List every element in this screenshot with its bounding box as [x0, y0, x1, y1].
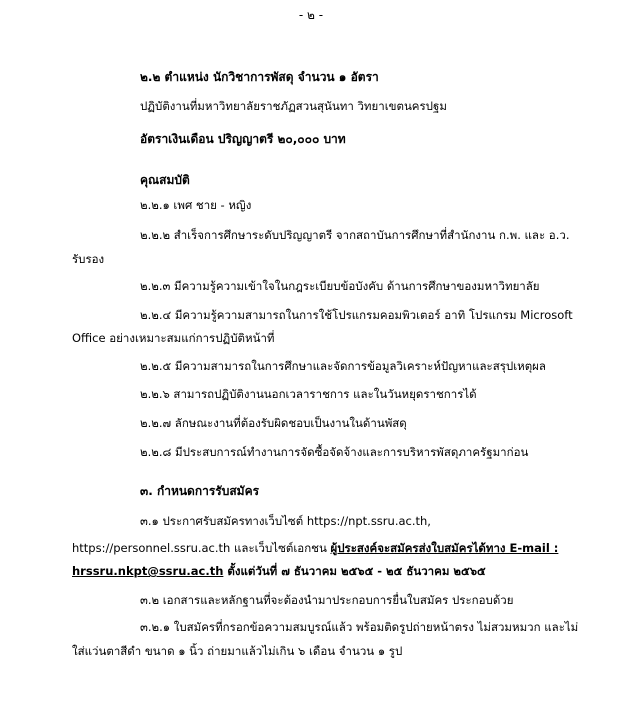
application-dates: ตั้งแต่วันที่ ๗ ธันวาคม ๒๕๖๕ - ๒๕ ธันวาคม ๒๕๖๕ — [223, 564, 486, 578]
qualification-item-continued: Office อย่างเหมาะสมแก่การปฏิบัติหน้าที่ — [72, 331, 275, 345]
workplace-text: ปฏิบัติงานที่มหาวิทยาลัยราชภัฏสวนสุนันทา วิทยาเขตนครปฐม — [140, 99, 447, 113]
qualification-item-continued: รับรอง — [72, 252, 105, 266]
application-email-link[interactable]: hrssru.nkpt@ssru.ac.th — [72, 564, 224, 578]
application-p3-line1: ๓.๒.๑ ใบสมัครที่กรอกข้อความสมบูรณ์แล้ว พร้อมติดรูปถ่ายหน้าตรง ไม่สวมหมวก และไม่ — [140, 620, 579, 634]
application-p1-line1: ๓.๑ ประกาศรับสมัครทางเว็บไซต์ https://npt.ssru.ac.th, — [140, 514, 431, 528]
qualification-item: ๒.๒.๔ มีความรู้ความสามารถในการใช้โปรแกรมคอมพิวเตอร์ อาทิ โปรแกรม Microsoft — [140, 308, 573, 322]
qualification-item: ๒.๒.๖ สามารถปฏิบัติงานนอกเวลาราชการ และในวันหยุดราชการได้ — [140, 387, 477, 401]
application-p3-line2: ใส่แว่นตาสีดำ ขนาด ๑ นิ้ว ถ่ายมาแล้วไม่เกิน ๖ เดือน จำนวน ๑ รูป — [72, 644, 403, 658]
application-p2: ๓.๒ เอกสารและหลักฐานที่จะต้องนำมาประกอบการยื่นใบสมัคร ประกอบด้วย — [140, 593, 514, 607]
qualification-item: ๒.๒.๘ มีประสบการณ์ทำงานการจัดซื้อจัดจ้างและการบริหารพัสดุภาครัฐมาก่อน — [140, 445, 529, 459]
salary-text: อัตราเงินเดือน ปริญญาตรี ๒๐,๐๐๐ บาท — [140, 132, 346, 146]
application-title: ๓. กำหนดการรับสมัคร — [140, 484, 260, 498]
qualification-item: ๒.๒.๗ ลักษณะงานที่ต้องรับผิดชอบเป็นงานในด้านพัสดุ — [140, 416, 407, 430]
page-number: - ๒ - — [298, 8, 324, 22]
qualification-item: ๒.๒.๕ มีความสามารถในการศึกษาและจัดการข้อมูลวิเคราะห์ปัญหาและสรุปเหตุผล — [140, 359, 546, 373]
qualification-item: ๒.๒.๓ มีความรู้ความเข้าใจในกฎระเบียบข้อบังคับ ด้านการศึกษาของมหาวิทยาลัย — [140, 279, 540, 293]
qualification-item: ๒.๒.๒ สำเร็จการศึกษาระดับปริญญาตรี จากสถาบันการศึกษาที่สำนักงาน ก.พ. และ อ.ว. — [140, 228, 570, 242]
application-email-instruction: ผู้ประสงค์จะสมัครส่งใบสมัครได้ทาง E-mail : — [330, 541, 559, 555]
qualification-item: ๒.๒.๑ เพศ ชาย - หญิง — [140, 198, 252, 212]
position-heading: ๒.๒ ตำแหน่ง นักวิชาการพัสดุ จำนวน ๑ อัตรา — [140, 70, 379, 84]
application-p1-line3 — [72, 563, 486, 581]
qualifications-title: คุณสมบัติ — [140, 173, 190, 187]
application-p1-line2 — [72, 540, 558, 558]
application-website-text: https://personnel.ssru.ac.th และเว็บไซต์เอกชน — [72, 541, 331, 555]
